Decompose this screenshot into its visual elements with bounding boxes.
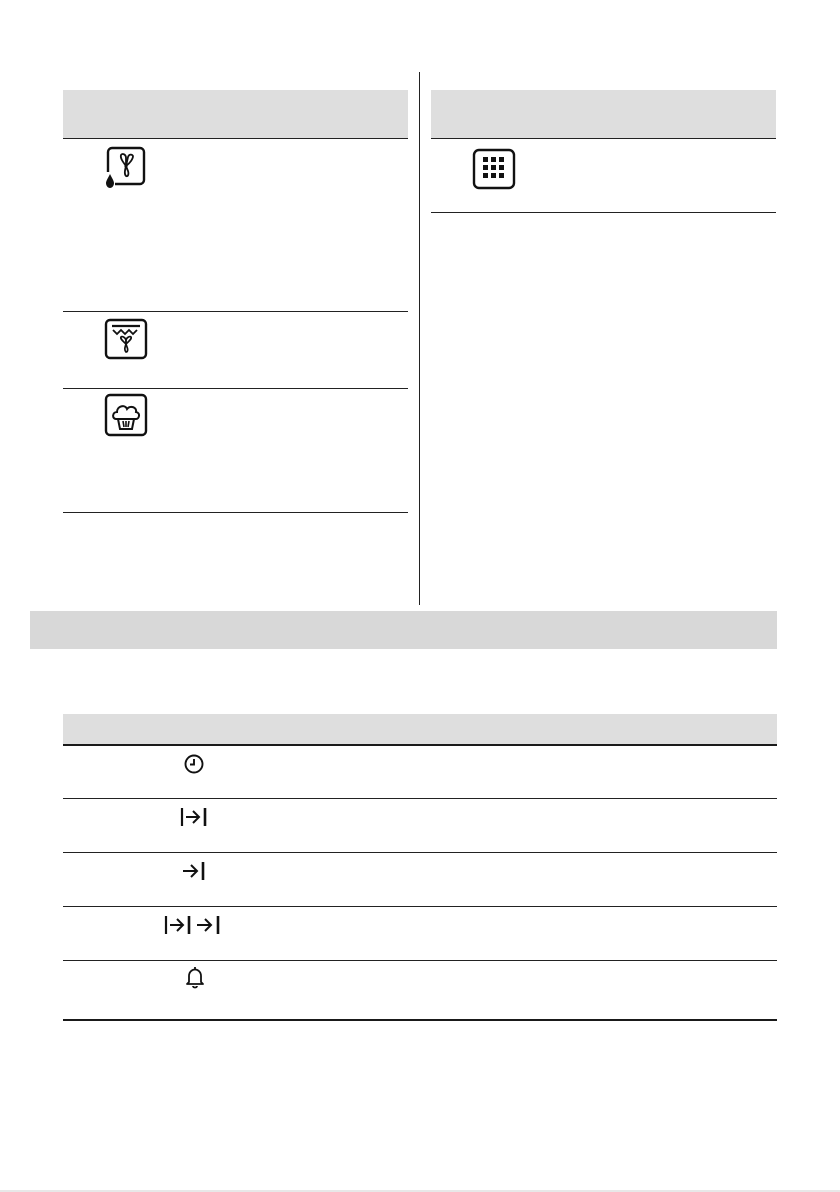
duration-icon — [179, 806, 209, 828]
right-table-bottom-rule — [431, 212, 776, 213]
left-table-bottom-rule — [63, 512, 408, 513]
bell-icon — [184, 966, 206, 990]
clock-icon — [183, 753, 205, 775]
clock-table-row-rule — [63, 906, 777, 907]
column-divider — [419, 72, 420, 605]
time-delay-icon — [163, 914, 225, 936]
left-table-row-rule — [63, 388, 408, 389]
clock-table-header-rule — [63, 744, 777, 746]
clock-table-row-rule — [63, 960, 777, 961]
clock-table-header — [63, 714, 777, 744]
steam-muffin-icon — [104, 393, 148, 437]
left-table-row-rule — [63, 311, 408, 312]
section-title-bar — [30, 611, 777, 649]
end-time-icon — [181, 860, 207, 882]
left-table-header — [63, 90, 408, 138]
fan-with-water-drop-icon — [102, 145, 148, 191]
right-table-header-rule — [431, 138, 776, 139]
grid-keypad-icon — [472, 148, 516, 190]
clock-table-bottom-rule — [63, 1019, 777, 1021]
fan-with-top-heat-icon — [104, 318, 148, 360]
clock-table-row-rule — [63, 852, 777, 853]
left-table-header-rule — [63, 138, 408, 139]
right-table-header — [431, 90, 776, 138]
clock-table-row-rule — [63, 798, 777, 799]
